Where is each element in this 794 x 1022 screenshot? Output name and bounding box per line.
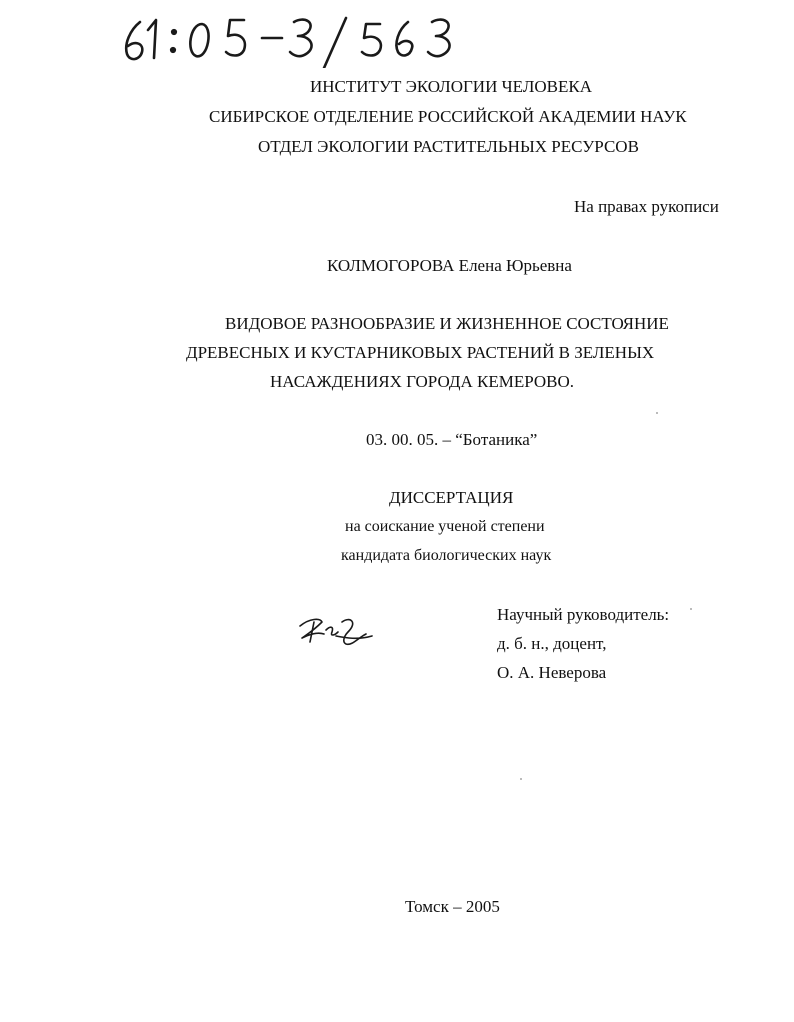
scan-speck [520, 778, 522, 780]
title-line-2: ДРЕВЕСНЫХ И КУСТАРНИКОВЫХ РАСТЕНИЙ В ЗЕЛЕНЫХ [186, 343, 655, 362]
supervisor-credentials: д. б. н., доцент, [497, 634, 607, 653]
institution-line-3: ОТДЕЛ ЭКОЛОГИИ РАСТИТЕЛЬНЫХ РЕСУРСОВ [258, 137, 639, 156]
work-type: ДИССЕРТАЦИЯ [389, 488, 514, 507]
institution-line-1: ИНСТИТУТ ЭКОЛОГИИ ЧЕЛОВЕКА [310, 77, 592, 96]
specialty-code: 03. 00. 05. – “Ботаника” [366, 430, 538, 449]
author-name: КОЛМОГОРОВА Елена Юрьевна [327, 256, 572, 275]
supervisor-label: Научный руководитель: [497, 605, 670, 624]
handwritten-archive-number [118, 8, 478, 68]
title-line-3: НАСАЖДЕНИЯХ ГОРОДА КЕМЕРОВО. [270, 372, 575, 391]
city-year: Томск – 2005 [405, 897, 500, 916]
title-line-1: ВИДОВОЕ РАЗНООБРАЗИЕ И ЖИЗНЕННОЕ СОСТОЯНИЕ [225, 314, 669, 333]
scan-speck [690, 608, 692, 610]
degree-line-2: кандидата биологических наук [341, 547, 552, 564]
supervisor-name: О. А. Неверова [497, 663, 607, 682]
manuscript-rights-note: На правах рукописи [574, 197, 719, 216]
scan-speck [656, 412, 658, 414]
institution-line-2: СИБИРСКОЕ ОТДЕЛЕНИЕ РОССИЙСКОЙ АКАДЕМИИ НАУК [209, 107, 687, 126]
degree-line-1: на соискание ученой степени [345, 518, 545, 535]
handwritten-signature [296, 612, 376, 648]
